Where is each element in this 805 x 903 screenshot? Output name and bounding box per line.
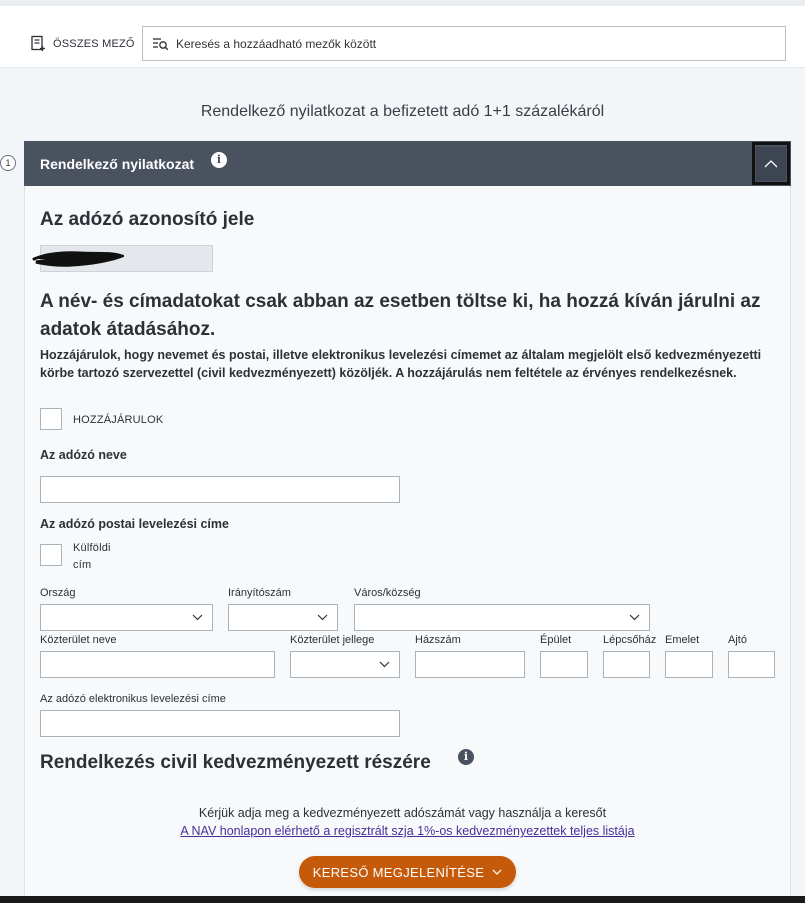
country-label: Ország: [40, 587, 76, 599]
floor-label: Emelet: [665, 634, 700, 646]
street-name-input[interactable]: [40, 651, 275, 678]
street-type-select[interactable]: [290, 651, 400, 678]
door-label: Ajtó: [728, 634, 747, 646]
consent-heading: A név- és címadatokat csak abban az esetben töltse ki, ha hozzá kíván járulni az adatok átadásához.: [40, 291, 761, 340]
staircase-label: Lépcsőház: [603, 634, 657, 646]
door-input[interactable]: [728, 651, 775, 678]
field-search-input[interactable]: [176, 37, 756, 51]
chevron-down-icon: [192, 614, 203, 621]
collapse-section-button[interactable]: [752, 142, 790, 185]
country-select[interactable]: [40, 604, 213, 631]
postal-address-label: Az adózó postai levelezési címe: [40, 517, 229, 531]
info-icon[interactable]: i: [458, 749, 474, 765]
section-header: [24, 141, 791, 186]
zip-label: Irányítószám: [228, 587, 291, 599]
civil-beneficiary-heading: Rendelkezés civil kedvezményezett részére: [40, 752, 431, 773]
show-search-button[interactable]: [299, 856, 516, 888]
city-label: Város/község: [354, 587, 421, 599]
taxpayer-name-label: Az adózó neve: [40, 448, 127, 462]
zip-select[interactable]: [228, 604, 338, 631]
foreign-address-checkbox[interactable]: [40, 544, 62, 566]
chevron-down-icon: [492, 869, 502, 875]
city-select[interactable]: [354, 604, 650, 631]
field-search-box[interactable]: [142, 26, 786, 61]
taxpayer-id-heading: Az adózó azonosító jele: [40, 209, 255, 230]
house-number-label: Házszám: [415, 634, 461, 646]
redaction-scribble: [32, 250, 124, 268]
chevron-down-icon: [379, 661, 390, 668]
foreign-label-line2: cím: [73, 559, 92, 571]
email-input[interactable]: [40, 710, 400, 737]
bottom-edge: [0, 896, 805, 903]
foreign-label-line1: Külföldi: [73, 542, 111, 554]
show-search-button-label: KERESŐ MEGJELENÍTÉSE: [312, 864, 485, 880]
step-number-badge: 1: [0, 155, 16, 171]
chevron-up-icon: [764, 160, 778, 168]
all-fields-button[interactable]: [30, 35, 135, 52]
consent-checkbox[interactable]: [40, 408, 62, 430]
section-title: Rendelkező nyilatkozat: [40, 156, 195, 172]
chevron-down-icon: [629, 614, 640, 621]
building-label: Épület: [540, 634, 572, 646]
staircase-input[interactable]: [603, 651, 650, 678]
beneficiary-hint: Kérjük adja meg a kedvezményezett adószámát vagy használja a keresőt: [198, 806, 607, 820]
email-label: Az adózó elektronikus levelezési címe: [40, 693, 226, 705]
form-list-icon: [30, 35, 46, 52]
consent-checkbox-label: HOZZÁJÁRULOK: [73, 414, 164, 426]
toolbar: [0, 6, 805, 68]
street-name-label: Közterület neve: [40, 634, 117, 646]
taxpayer-name-input[interactable]: [40, 476, 400, 503]
building-input[interactable]: [540, 651, 588, 678]
chevron-down-icon: [317, 614, 328, 621]
house-number-input[interactable]: [415, 651, 525, 678]
all-fields-label: ÖSSZES MEZŐ: [53, 37, 135, 50]
street-type-label: Közterület jellege: [290, 634, 375, 646]
floor-input[interactable]: [665, 651, 713, 678]
info-icon[interactable]: i: [211, 152, 227, 168]
beneficiary-list-link[interactable]: A NAV honlapon elérhető a regisztrált szja 1%-os kedvezményezettek teljes listája: [180, 824, 635, 838]
form-title: Rendelkező nyilatkozat a befizetett adó 1+1 százalékáról: [200, 103, 605, 120]
consent-text: Hozzájárulok, hogy nevemet és postai, illetve elektronikus levelezési címemet az általam megjelölt első kedvezményezetti körbe tartozó szervezettel (civil kedvezményezett) közöljék. A hozzájárulás nem feltétele az érvényes rendelkezésnek.: [40, 348, 762, 380]
search-list-icon: [152, 37, 169, 51]
